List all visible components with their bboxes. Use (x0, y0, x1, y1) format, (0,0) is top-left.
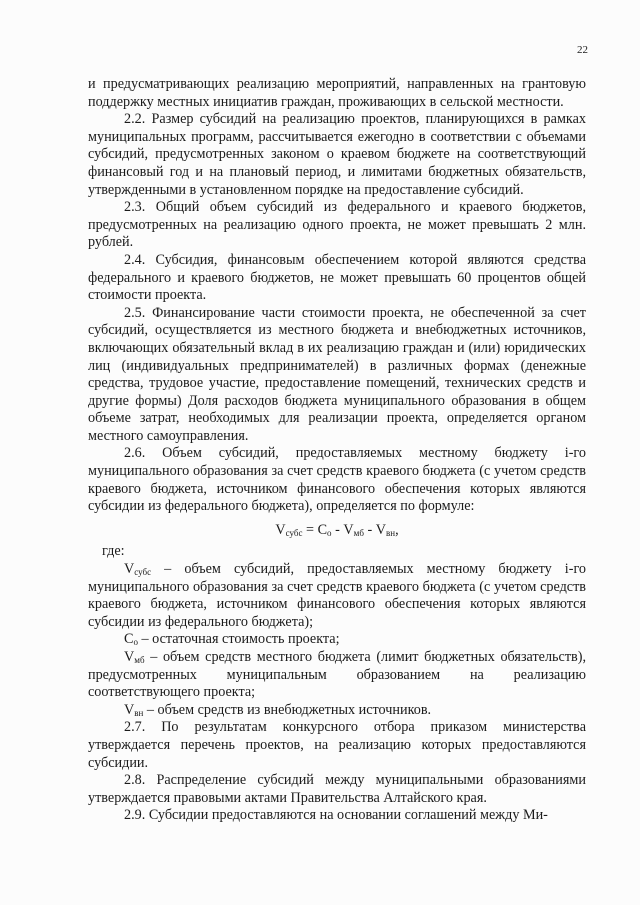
paragraph: 2.6. Объем субсидий, предоставляемых местному бюджету i-го муниципального образования за счет средств краевого бюджета (с учетом средств краевого бюджета, источником финансового обеспечения которых являются субсидии из федерального бюджета), определяется по формуле: (88, 445, 586, 515)
where-label: где: (102, 543, 125, 560)
definition: $V_{мб}$ – объем средств местного бюджета (лимит бюджетных обязательств), предусмотренных муниципальным образованием на реализацию соответствующего проекта; (88, 649, 586, 701)
paragraph: 2.9. Субсидии предоставляются на основании соглашений между Ми- (124, 807, 548, 824)
paragraph: 2.3. Общий объем субсидий из федерального и краевого бюджетов, предусмотренных на реализацию одного проекта, не может превышать 2 млн. рублей. (88, 199, 586, 251)
paragraph: 2.8. Распределение субсидий между муниципальными образованиями утверждается правовыми актами Правительства Алтайского края. (88, 772, 586, 806)
page-number: 22 (577, 44, 588, 56)
formula: $V_{субс} = C_о - V_{мб} - V_{вн}$, (275, 521, 399, 538)
paragraph: 2.7. По результатам конкурсного отбора приказом министерства утверждается перечень проектов, на реализацию которых предоставляются субсидии. (88, 719, 586, 771)
paragraph: 2.4. Субсидия, финансовым обеспечением которой являются средства федерального и краевого бюджетов, не может превышать 60 процентов общей стоимости проекта. (88, 251, 586, 304)
paragraph: и предусматривающих реализацию мероприятий, направленных на грантовую поддержку местных инициатив граждан, проживающих в сельской местности. (88, 76, 586, 110)
paragraph: 2.2. Размер субсидий на реализацию проектов, планирующихся в рамках муниципальных программ, рассчитывается ежегодно в соответствии с объемами субсидий, предусмотренных законом о краевом бюджете на соответствующий финансовый год и на плановый период, и лимитами бюджетных обязательств, утвержденными в установленном порядке на предоставление субсидий. (88, 111, 586, 198)
definition: $V_{вн}$ – объем средств из внебюджетных источников. (124, 701, 432, 718)
document-body (88, 76, 586, 825)
definition: $C_о$ – остаточная стоимость проекта; (124, 631, 340, 648)
definition: $V_{субс}$ – объем субсидий, предоставляемых местному бюджету i-го муниципального образования за счет средств краевого бюджета (с учетом средств краевого бюджета, источником финансового обеспечения которых являются субсидии из федерального бюджета); (88, 561, 586, 630)
paragraph: 2.5. Финансирование части стоимости проекта, не обеспеченной за счет субсидий, осуществляется из местного бюджета и внебюджетных источников, включающих обязательный вклад в их реализацию граждан и (или) юридических лиц (индивидуальных предпринимателей) в различных формах (денежные средства, трудовое участие, предоставление помещений, технических средств и другие формы) Доля расходов бюджета муниципального образования в общем объеме затрат, необходимых для реализации проекта, определяется органом местного самоуправления. (88, 304, 586, 444)
